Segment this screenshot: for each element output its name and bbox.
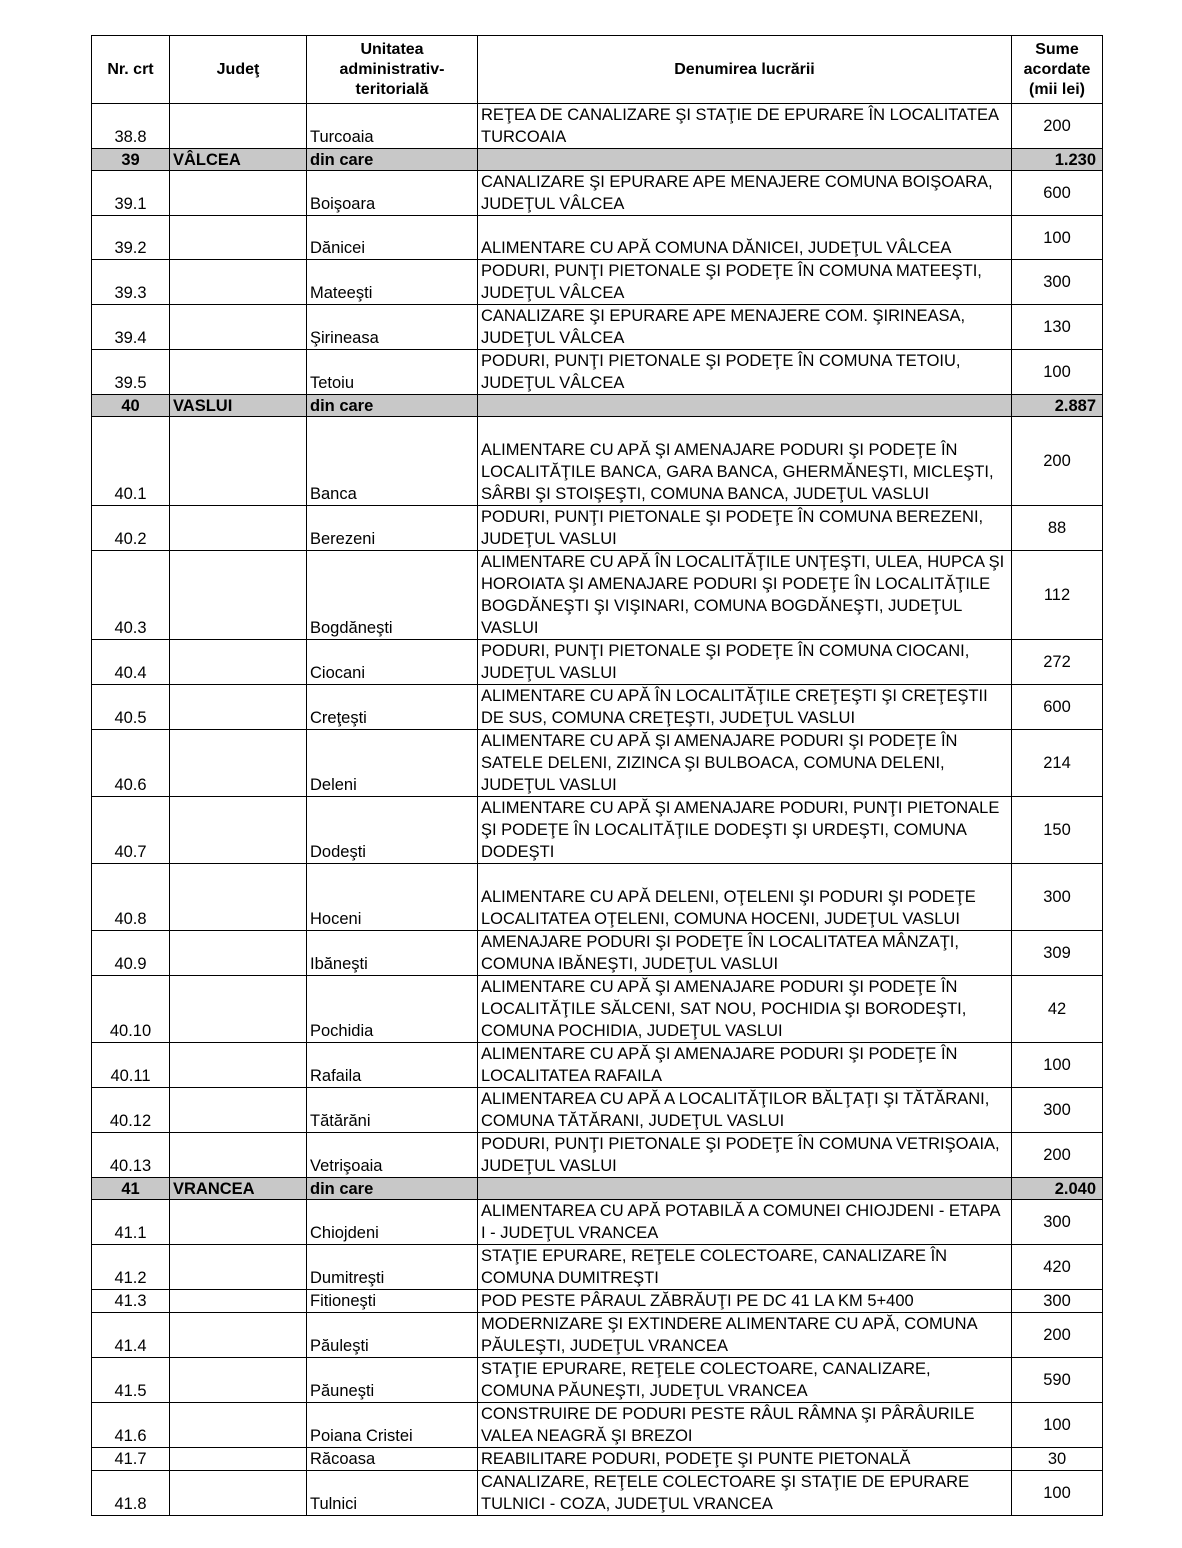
cell-suma: 200 <box>1012 1313 1103 1358</box>
header-unitate: Unitatea administrativ-teritorială <box>307 36 478 104</box>
cell-judet <box>170 350 307 395</box>
cell-judet <box>170 1471 307 1516</box>
cell-nr: 40.13 <box>92 1133 170 1178</box>
cell-denumire: REABILITARE PODURI, PODEŢE ŞI PUNTE PIETONALĂ <box>478 1448 1012 1471</box>
cell-denumire: REŢEA DE CANALIZARE ŞI STAŢIE DE EPURARE ÎN LOCALITATEA TURCOAIA <box>478 104 1012 149</box>
cell-suma: 100 <box>1012 350 1103 395</box>
cell-suma: 600 <box>1012 171 1103 216</box>
cell-nr: 40.7 <box>92 797 170 864</box>
cell-nr: 39.3 <box>92 260 170 305</box>
cell-nr: 41.5 <box>92 1358 170 1403</box>
table-row <box>92 1313 1103 1358</box>
cell-denumire: AMENAJARE PODURI ŞI PODEŢE ÎN LOCALITATEA MÂNZAŢI, COMUNA IBĂNEŞTI, JUDEŢUL VASLUI <box>478 931 1012 976</box>
cell-uat: Bogdăneşti <box>307 551 478 640</box>
cell-suma: 100 <box>1012 1043 1103 1088</box>
cell-nr: 40.11 <box>92 1043 170 1088</box>
cell-denumire: CONSTRUIRE DE PODURI PESTE RÂUL RÂMNA ŞI PÂRÂURILE VALEA NEAGRĂ ŞI BREZOI <box>478 1403 1012 1448</box>
cell-judet <box>170 1290 307 1313</box>
cell-uat: Vetrişoaia <box>307 1133 478 1178</box>
cell-judet <box>170 864 307 931</box>
cell-judet: VÂLCEA <box>170 149 307 171</box>
cell-suma: 2.887 <box>1012 395 1103 417</box>
cell-judet <box>170 976 307 1043</box>
cell-denumire: PODURI, PUNŢI PIETONALE ŞI PODEŢE ÎN COMUNA CIOCANI, JUDEŢUL VASLUI <box>478 640 1012 685</box>
table-row <box>92 104 1103 149</box>
cell-judet <box>170 730 307 797</box>
cell-denumire <box>478 1178 1012 1200</box>
cell-suma: 200 <box>1012 104 1103 149</box>
cell-nr: 41.8 <box>92 1471 170 1516</box>
table-row <box>92 640 1103 685</box>
cell-nr: 40.2 <box>92 506 170 551</box>
cell-nr: 40.6 <box>92 730 170 797</box>
cell-judet <box>170 305 307 350</box>
cell-uat: din care <box>307 149 478 171</box>
table-row <box>92 1245 1103 1290</box>
cell-uat: Berezeni <box>307 506 478 551</box>
table-row <box>92 216 1103 260</box>
cell-suma: 600 <box>1012 685 1103 730</box>
cell-judet <box>170 1403 307 1448</box>
cell-nr: 41.2 <box>92 1245 170 1290</box>
cell-uat: Poiana Cristei <box>307 1403 478 1448</box>
cell-judet <box>170 1043 307 1088</box>
table-row <box>92 551 1103 640</box>
cell-uat: Boişoara <box>307 171 478 216</box>
cell-uat: Dănicei <box>307 216 478 260</box>
cell-denumire: CANALIZARE ŞI EPURARE APE MENAJERE COM. ŞIRINEASA, JUDEŢUL VÂLCEA <box>478 305 1012 350</box>
cell-judet <box>170 1448 307 1471</box>
cell-nr: 41.7 <box>92 1448 170 1471</box>
cell-suma: 2.040 <box>1012 1178 1103 1200</box>
cell-uat: Turcoaia <box>307 104 478 149</box>
cell-judet <box>170 685 307 730</box>
cell-nr: 40.3 <box>92 551 170 640</box>
cell-denumire: ALIMENTARE CU APĂ ŞI AMENAJARE PODURI, PUNŢI PIETONALE ŞI PODEŢE ÎN LOCALITĂŢILE DODEŞTI ŞI URDEŞTI, COMUNA DODEŞTI <box>478 797 1012 864</box>
cell-nr: 40 <box>92 395 170 417</box>
cell-denumire: ALIMENTARE CU APĂ ŞI AMENAJARE PODURI ŞI PODEŢE ÎN LOCALITĂŢILE BANCA, GARA BANCA, GHERMĂNEŞTI, MICLEŞTI, SÂRBI ŞI STOIŞEŞTI, COMUNA BANCA, JUDEŢUL VASLUI <box>478 417 1012 506</box>
cell-nr: 40.1 <box>92 417 170 506</box>
cell-suma: 214 <box>1012 730 1103 797</box>
table-row <box>92 1133 1103 1178</box>
cell-suma: 1.230 <box>1012 149 1103 171</box>
cell-nr: 39.4 <box>92 305 170 350</box>
table-row <box>92 171 1103 216</box>
header-row <box>92 36 1103 104</box>
cell-uat: Păuneşti <box>307 1358 478 1403</box>
table-row <box>92 506 1103 551</box>
cell-judet <box>170 104 307 149</box>
cell-denumire: PODURI, PUNŢI PIETONALE ŞI PODEŢE ÎN COMUNA TETOIU, JUDEŢUL VÂLCEA <box>478 350 1012 395</box>
cell-suma: 272 <box>1012 640 1103 685</box>
cell-denumire: ALIMENTARE CU APĂ ÎN LOCALITĂŢILE CREŢEŞTI ŞI CREŢEŞTII DE SUS, COMUNA CREŢEŞTI, JUDEŢUL VASLUI <box>478 685 1012 730</box>
cell-nr: 41.3 <box>92 1290 170 1313</box>
cell-nr: 41.6 <box>92 1403 170 1448</box>
cell-suma: 112 <box>1012 551 1103 640</box>
cell-suma: 300 <box>1012 864 1103 931</box>
cell-denumire: ALIMENTARE CU APĂ COMUNA DĂNICEI, JUDEŢUL VÂLCEA <box>478 216 1012 260</box>
county-row <box>92 1178 1103 1200</box>
cell-denumire: STAŢIE EPURARE, REŢELE COLECTOARE, CANALIZARE ÎN COMUNA DUMITREŞTI <box>478 1245 1012 1290</box>
cell-suma: 88 <box>1012 506 1103 551</box>
cell-nr: 41.4 <box>92 1313 170 1358</box>
cell-suma: 100 <box>1012 1471 1103 1516</box>
cell-denumire: ALIMENTARE CU APĂ ÎN LOCALITĂŢILE UNŢEŞTI, ULEA, HUPCA ŞI HOROIATA ŞI AMENAJARE PODURI ŞI PODEŢE ÎN LOCALITĂŢILE BOGDĂNEŞTI ŞI VIŞINARI, COMUNA BOGDĂNEŞTI, JUDEŢUL VASLUI <box>478 551 1012 640</box>
cell-suma: 309 <box>1012 931 1103 976</box>
table-row <box>92 1043 1103 1088</box>
cell-judet <box>170 260 307 305</box>
cell-denumire: MODERNIZARE ŞI EXTINDERE ALIMENTARE CU APĂ, COMUNA PĂULEŞTI, JUDEŢUL VRANCEA <box>478 1313 1012 1358</box>
cell-suma: 30 <box>1012 1448 1103 1471</box>
cell-denumire: CANALIZARE, REŢELE COLECTOARE ŞI STAŢIE DE EPURARE TULNICI - COZA, JUDEŢUL VRANCEA <box>478 1471 1012 1516</box>
table-row <box>92 260 1103 305</box>
cell-nr: 40.9 <box>92 931 170 976</box>
cell-denumire: ALIMENTARE CU APĂ ŞI AMENAJARE PODURI ŞI PODEŢE ÎN LOCALITĂŢILE SĂLCENI, SAT NOU, POCHIDIA ŞI BORODEŞTI, COMUNA POCHIDIA, JUDEŢUL VASLUI <box>478 976 1012 1043</box>
header-judet: Judeţ <box>170 36 307 104</box>
header-sume: Sume acordate (mii lei) <box>1012 36 1103 104</box>
table-row <box>92 931 1103 976</box>
header-denumire: Denumirea lucrării <box>478 36 1012 104</box>
table-body <box>92 104 1103 1516</box>
cell-denumire: ALIMENTAREA CU APĂ POTABILĂ A COMUNEI CHIOJDENI - ETAPA I - JUDEŢUL VRANCEA <box>478 1200 1012 1245</box>
table-row <box>92 305 1103 350</box>
cell-uat: Dumitreşti <box>307 1245 478 1290</box>
cell-nr: 39 <box>92 149 170 171</box>
cell-denumire: POD PESTE PÂRAUL ZĂBRĂUŢI PE DC 41 LA KM 5+400 <box>478 1290 1012 1313</box>
cell-nr: 39.1 <box>92 171 170 216</box>
cell-uat: Deleni <box>307 730 478 797</box>
cell-suma: 200 <box>1012 1133 1103 1178</box>
cell-nr: 40.10 <box>92 976 170 1043</box>
cell-nr: 40.8 <box>92 864 170 931</box>
cell-judet <box>170 640 307 685</box>
cell-suma: 300 <box>1012 260 1103 305</box>
table-row <box>92 864 1103 931</box>
cell-nr: 39.2 <box>92 216 170 260</box>
cell-judet <box>170 1245 307 1290</box>
cell-uat: Tulnici <box>307 1471 478 1516</box>
cell-judet: VASLUI <box>170 395 307 417</box>
table-row <box>92 1088 1103 1133</box>
cell-uat: Chiojdeni <box>307 1200 478 1245</box>
cell-judet <box>170 1200 307 1245</box>
cell-suma: 300 <box>1012 1088 1103 1133</box>
cell-uat: Dodeşti <box>307 797 478 864</box>
cell-uat: Fitioneşti <box>307 1290 478 1313</box>
table-row <box>92 417 1103 506</box>
cell-judet <box>170 417 307 506</box>
cell-judet <box>170 1088 307 1133</box>
cell-suma: 200 <box>1012 417 1103 506</box>
cell-judet <box>170 1313 307 1358</box>
cell-uat: Creţeşti <box>307 685 478 730</box>
cell-uat: Rafaila <box>307 1043 478 1088</box>
table-row <box>92 1358 1103 1403</box>
cell-uat: Pochidia <box>307 976 478 1043</box>
cell-uat: Hoceni <box>307 864 478 931</box>
table-row <box>92 730 1103 797</box>
cell-uat: Mateeşti <box>307 260 478 305</box>
table-row <box>92 1290 1103 1313</box>
cell-judet <box>170 1133 307 1178</box>
cell-suma: 420 <box>1012 1245 1103 1290</box>
county-row <box>92 395 1103 417</box>
cell-uat: Ibăneşti <box>307 931 478 976</box>
cell-denumire: PODURI, PUNŢI PIETONALE ŞI PODEŢE ÎN COMUNA VETRIŞOAIA, JUDEŢUL VASLUI <box>478 1133 1012 1178</box>
cell-denumire <box>478 149 1012 171</box>
cell-suma: 100 <box>1012 1403 1103 1448</box>
cell-judet <box>170 506 307 551</box>
table-row <box>92 1200 1103 1245</box>
county-row <box>92 149 1103 171</box>
cell-nr: 41.1 <box>92 1200 170 1245</box>
cell-judet: VRANCEA <box>170 1178 307 1200</box>
table-row <box>92 1403 1103 1448</box>
cell-judet <box>170 931 307 976</box>
cell-nr: 39.5 <box>92 350 170 395</box>
header-nr: Nr. crt <box>92 36 170 104</box>
table-row <box>92 797 1103 864</box>
cell-nr: 38.8 <box>92 104 170 149</box>
cell-denumire: CANALIZARE ŞI EPURARE APE MENAJERE COMUNA BOIŞOARA, JUDEŢUL VÂLCEA <box>478 171 1012 216</box>
cell-uat: din care <box>307 1178 478 1200</box>
table-row <box>92 685 1103 730</box>
cell-suma: 300 <box>1012 1290 1103 1313</box>
cell-suma: 150 <box>1012 797 1103 864</box>
cell-suma: 100 <box>1012 216 1103 260</box>
cell-denumire: PODURI, PUNŢI PIETONALE ŞI PODEŢE ÎN COMUNA MATEEŞTI, JUDEŢUL VÂLCEA <box>478 260 1012 305</box>
cell-denumire: ALIMENTARE CU APĂ DELENI, OŢELENI ŞI PODURI ŞI PODEŢE LOCALITATEA OŢELENI, COMUNA HOCENI, JUDEŢUL VASLUI <box>478 864 1012 931</box>
cell-uat: Tetoiu <box>307 350 478 395</box>
cell-uat: Răcoasa <box>307 1448 478 1471</box>
cell-nr: 40.12 <box>92 1088 170 1133</box>
cell-judet <box>170 216 307 260</box>
table-row <box>92 1448 1103 1471</box>
table-row <box>92 1471 1103 1516</box>
cell-denumire: STAŢIE EPURARE, REŢELE COLECTOARE, CANALIZARE, COMUNA PĂUNEŞTI, JUDEŢUL VRANCEA <box>478 1358 1012 1403</box>
cell-denumire: PODURI, PUNŢI PIETONALE ŞI PODEŢE ÎN COMUNA BEREZENI, JUDEŢUL VASLUI <box>478 506 1012 551</box>
table-row <box>92 350 1103 395</box>
allocation-table <box>91 35 1103 1516</box>
cell-nr: 41 <box>92 1178 170 1200</box>
cell-nr: 40.4 <box>92 640 170 685</box>
cell-denumire <box>478 395 1012 417</box>
cell-uat: Ciocani <box>307 640 478 685</box>
cell-uat: Tătărăni <box>307 1088 478 1133</box>
table-row <box>92 976 1103 1043</box>
cell-uat: din care <box>307 395 478 417</box>
cell-denumire: ALIMENTAREA CU APĂ A LOCALITĂŢILOR BĂLŢAŢI ŞI TĂTĂRANI, COMUNA TĂTĂRANI, JUDEŢUL VASLUI <box>478 1088 1012 1133</box>
cell-denumire: ALIMENTARE CU APĂ ŞI AMENAJARE PODURI ŞI PODEŢE ÎN SATELE DELENI, ZIZINCA ŞI BULBOACA, COMUNA DELENI, JUDEŢUL VASLUI <box>478 730 1012 797</box>
cell-suma: 42 <box>1012 976 1103 1043</box>
cell-suma: 300 <box>1012 1200 1103 1245</box>
cell-judet <box>170 1358 307 1403</box>
cell-nr: 40.5 <box>92 685 170 730</box>
cell-judet <box>170 797 307 864</box>
cell-uat: Banca <box>307 417 478 506</box>
cell-suma: 590 <box>1012 1358 1103 1403</box>
cell-uat: Păuleşti <box>307 1313 478 1358</box>
cell-judet <box>170 171 307 216</box>
cell-denumire: ALIMENTARE CU APĂ ŞI AMENAJARE PODURI ŞI PODEŢE ÎN LOCALITATEA RAFAILA <box>478 1043 1012 1088</box>
cell-uat: Şirineasa <box>307 305 478 350</box>
cell-judet <box>170 551 307 640</box>
cell-suma: 130 <box>1012 305 1103 350</box>
